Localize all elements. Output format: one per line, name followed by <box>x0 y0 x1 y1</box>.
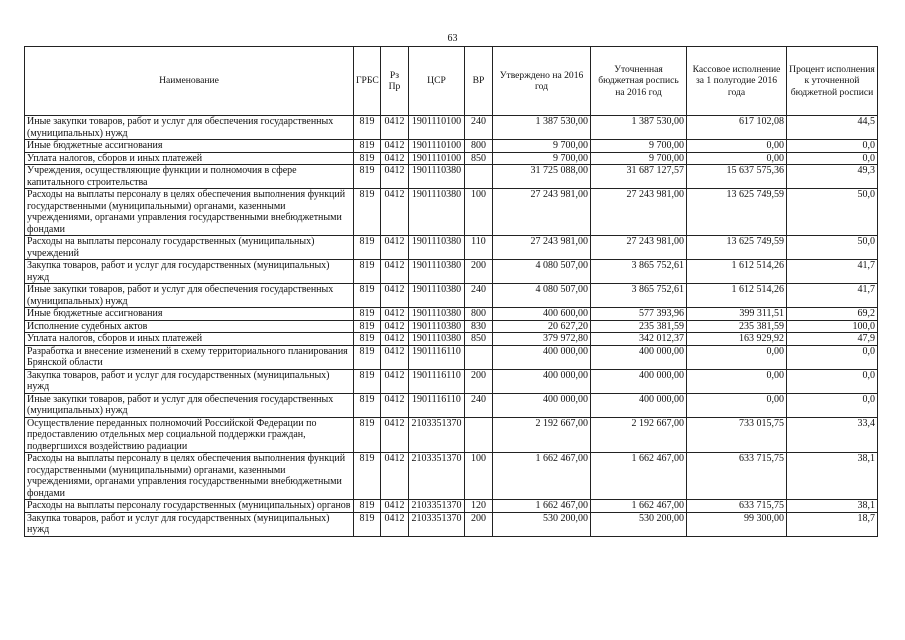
cell-refined: 3 865 752,61 <box>591 284 687 308</box>
cell-rzpr: 0412 <box>381 152 409 165</box>
cell-approved: 9 700,00 <box>493 152 591 165</box>
cell-rzpr: 0412 <box>381 320 409 333</box>
table-row <box>25 189 878 236</box>
cell-grbs: 819 <box>354 189 381 236</box>
cell-cash: 1 612 514,26 <box>687 284 787 308</box>
cell-csr: 1901110380 <box>409 236 465 260</box>
cell-csr: 1901116110 <box>409 369 465 393</box>
cell-rzpr: 0412 <box>381 500 409 513</box>
cell-name: Разработка и внесение изменений в схему территориального планирования Брянской области <box>25 345 354 369</box>
table-row <box>25 260 878 284</box>
cell-rzpr: 0412 <box>381 512 409 536</box>
table-header-row <box>25 47 878 116</box>
cell-rzpr: 0412 <box>381 116 409 140</box>
cell-percent: 100,0 <box>787 320 878 333</box>
cell-rzpr: 0412 <box>381 345 409 369</box>
cell-refined: 577 393,96 <box>591 308 687 321</box>
cell-refined: 400 000,00 <box>591 369 687 393</box>
cell-refined: 342 012,37 <box>591 333 687 346</box>
cell-grbs: 819 <box>354 393 381 417</box>
table-row <box>25 369 878 393</box>
cell-approved: 20 627,20 <box>493 320 591 333</box>
cell-vr <box>465 165 493 189</box>
cell-refined: 400 000,00 <box>591 393 687 417</box>
cell-name: Учреждения, осуществляющие функции и полномочия в сфере капитального строительства <box>25 165 354 189</box>
cell-grbs: 819 <box>354 369 381 393</box>
cell-percent: 69,2 <box>787 308 878 321</box>
header-cash: Кассовое исполнение за 1 полугодие 2016 года <box>687 47 787 116</box>
page-number: 63 <box>447 33 458 44</box>
cell-vr: 200 <box>465 260 493 284</box>
cell-csr: 1901110100 <box>409 140 465 153</box>
budget-execution-table <box>24 46 878 537</box>
cell-approved: 31 725 088,00 <box>493 165 591 189</box>
cell-cash: 1 612 514,26 <box>687 260 787 284</box>
table-row <box>25 236 878 260</box>
cell-approved: 1 662 467,00 <box>493 453 591 500</box>
cell-percent: 49,3 <box>787 165 878 189</box>
cell-approved: 400 600,00 <box>493 308 591 321</box>
cell-grbs: 819 <box>354 260 381 284</box>
cell-percent: 41,7 <box>787 260 878 284</box>
cell-refined: 27 243 981,00 <box>591 236 687 260</box>
cell-csr: 1901110380 <box>409 308 465 321</box>
cell-grbs: 819 <box>354 165 381 189</box>
cell-cash: 235 381,59 <box>687 320 787 333</box>
cell-name: Расходы на выплаты персоналу государственных (муниципальных) органов <box>25 500 354 513</box>
cell-grbs: 819 <box>354 308 381 321</box>
cell-rzpr: 0412 <box>381 369 409 393</box>
cell-cash: 617 102,08 <box>687 116 787 140</box>
header-refined: Уточненная бюджетная роспись на 2016 год <box>591 47 687 116</box>
cell-approved: 27 243 981,00 <box>493 189 591 236</box>
cell-name: Уплата налогов, сборов и иных платежей <box>25 152 354 165</box>
table-row <box>25 165 878 189</box>
cell-rzpr: 0412 <box>381 393 409 417</box>
cell-rzpr: 0412 <box>381 189 409 236</box>
cell-cash: 13 625 749,59 <box>687 236 787 260</box>
cell-cash: 13 625 749,59 <box>687 189 787 236</box>
table-row <box>25 512 878 536</box>
cell-csr: 1901110380 <box>409 284 465 308</box>
cell-rzpr: 0412 <box>381 333 409 346</box>
header-approved: Утверждено на 2016 год <box>493 47 591 116</box>
cell-grbs: 819 <box>354 453 381 500</box>
cell-vr <box>465 417 493 453</box>
cell-name: Расходы на выплаты персоналу в целях обеспечения выполнения функций государственными (муниципальными) органами, казенными учреждениями, органами управления государственными внебюджетными фондами <box>25 453 354 500</box>
cell-name: Расходы на выплаты персоналу государственных (муниципальных) учреждений <box>25 236 354 260</box>
cell-approved: 400 000,00 <box>493 369 591 393</box>
cell-percent: 0,0 <box>787 393 878 417</box>
cell-cash: 733 015,75 <box>687 417 787 453</box>
cell-refined: 1 387 530,00 <box>591 116 687 140</box>
table-row <box>25 333 878 346</box>
cell-refined: 3 865 752,61 <box>591 260 687 284</box>
cell-csr: 1901110380 <box>409 260 465 284</box>
cell-percent: 44,5 <box>787 116 878 140</box>
cell-csr: 1901110100 <box>409 152 465 165</box>
cell-csr: 1901116110 <box>409 345 465 369</box>
cell-vr: 240 <box>465 116 493 140</box>
cell-refined: 2 192 667,00 <box>591 417 687 453</box>
cell-csr: 2103351370 <box>409 500 465 513</box>
cell-grbs: 819 <box>354 345 381 369</box>
cell-grbs: 819 <box>354 140 381 153</box>
table-row <box>25 393 878 417</box>
cell-csr: 2103351370 <box>409 453 465 500</box>
cell-refined: 400 000,00 <box>591 345 687 369</box>
cell-csr: 2103351370 <box>409 512 465 536</box>
cell-approved: 1 662 467,00 <box>493 500 591 513</box>
cell-name: Иные бюджетные ассигнования <box>25 140 354 153</box>
table-row <box>25 284 878 308</box>
cell-approved: 530 200,00 <box>493 512 591 536</box>
cell-csr: 1901116110 <box>409 393 465 417</box>
cell-name: Иные бюджетные ассигнования <box>25 308 354 321</box>
cell-approved: 2 192 667,00 <box>493 417 591 453</box>
cell-cash: 399 311,51 <box>687 308 787 321</box>
cell-name: Закупка товаров, работ и услуг для государственных (муниципальных) нужд <box>25 260 354 284</box>
cell-csr: 1901110100 <box>409 116 465 140</box>
cell-name: Иные закупки товаров, работ и услуг для обеспечения государственных (муниципальных) нужд <box>25 116 354 140</box>
cell-vr: 800 <box>465 308 493 321</box>
cell-approved: 1 387 530,00 <box>493 116 591 140</box>
cell-approved: 379 972,80 <box>493 333 591 346</box>
cell-vr: 800 <box>465 140 493 153</box>
cell-cash: 633 715,75 <box>687 500 787 513</box>
cell-percent: 33,4 <box>787 417 878 453</box>
table-row <box>25 320 878 333</box>
cell-cash: 633 715,75 <box>687 453 787 500</box>
cell-percent: 38,1 <box>787 453 878 500</box>
cell-percent: 50,0 <box>787 236 878 260</box>
cell-cash: 0,00 <box>687 393 787 417</box>
table-row <box>25 152 878 165</box>
cell-rzpr: 0412 <box>381 308 409 321</box>
cell-csr: 1901110380 <box>409 333 465 346</box>
cell-grbs: 819 <box>354 500 381 513</box>
table-row <box>25 345 878 369</box>
cell-cash: 0,00 <box>687 369 787 393</box>
cell-csr: 1901110380 <box>409 165 465 189</box>
cell-name: Осуществление переданных полномочий Российской Федерации по предоставлению отдельных мер социальной поддержки граждан, подвергшихся воздействию радиации <box>25 417 354 453</box>
cell-cash: 15 637 575,36 <box>687 165 787 189</box>
cell-grbs: 819 <box>354 417 381 453</box>
cell-approved: 4 080 507,00 <box>493 284 591 308</box>
cell-cash: 99 300,00 <box>687 512 787 536</box>
header-csr: ЦСР <box>409 47 465 116</box>
cell-name: Исполнение судебных актов <box>25 320 354 333</box>
cell-cash: 0,00 <box>687 152 787 165</box>
cell-percent: 38,1 <box>787 500 878 513</box>
cell-csr: 1901110380 <box>409 320 465 333</box>
cell-name: Иные закупки товаров, работ и услуг для обеспечения государственных (муниципальных) нужд <box>25 284 354 308</box>
cell-vr: 240 <box>465 393 493 417</box>
cell-vr: 110 <box>465 236 493 260</box>
cell-vr: 120 <box>465 500 493 513</box>
table-row <box>25 417 878 453</box>
cell-percent: 0,0 <box>787 345 878 369</box>
cell-rzpr: 0412 <box>381 453 409 500</box>
cell-name: Расходы на выплаты персоналу в целях обеспечения выполнения функций государственными (муниципальными) органами, казенными учреждениями, органами управления государственными внебюджетными фондами <box>25 189 354 236</box>
cell-refined: 530 200,00 <box>591 512 687 536</box>
cell-refined: 235 381,59 <box>591 320 687 333</box>
cell-name: Закупка товаров, работ и услуг для государственных (муниципальных) нужд <box>25 369 354 393</box>
cell-name: Иные закупки товаров, работ и услуг для обеспечения государственных (муниципальных) нужд <box>25 393 354 417</box>
cell-refined: 1 662 467,00 <box>591 453 687 500</box>
cell-vr: 850 <box>465 333 493 346</box>
cell-percent: 41,7 <box>787 284 878 308</box>
cell-refined: 9 700,00 <box>591 152 687 165</box>
cell-rzpr: 0412 <box>381 165 409 189</box>
cell-percent: 47,9 <box>787 333 878 346</box>
cell-vr: 240 <box>465 284 493 308</box>
cell-grbs: 819 <box>354 284 381 308</box>
cell-refined: 1 662 467,00 <box>591 500 687 513</box>
cell-refined: 31 687 127,57 <box>591 165 687 189</box>
cell-percent: 0,0 <box>787 152 878 165</box>
cell-percent: 0,0 <box>787 140 878 153</box>
cell-grbs: 819 <box>354 152 381 165</box>
cell-rzpr: 0412 <box>381 140 409 153</box>
cell-grbs: 819 <box>354 333 381 346</box>
table-row <box>25 116 878 140</box>
cell-rzpr: 0412 <box>381 284 409 308</box>
cell-csr: 1901110380 <box>409 189 465 236</box>
cell-cash: 163 929,92 <box>687 333 787 346</box>
cell-approved: 400 000,00 <box>493 345 591 369</box>
table-row <box>25 308 878 321</box>
table-row <box>25 500 878 513</box>
cell-rzpr: 0412 <box>381 260 409 284</box>
cell-grbs: 819 <box>354 320 381 333</box>
cell-percent: 18,7 <box>787 512 878 536</box>
cell-approved: 400 000,00 <box>493 393 591 417</box>
cell-vr: 100 <box>465 453 493 500</box>
cell-rzpr: 0412 <box>381 236 409 260</box>
cell-refined: 9 700,00 <box>591 140 687 153</box>
cell-approved: 27 243 981,00 <box>493 236 591 260</box>
cell-vr: 200 <box>465 369 493 393</box>
cell-grbs: 819 <box>354 512 381 536</box>
cell-vr <box>465 345 493 369</box>
cell-vr: 850 <box>465 152 493 165</box>
cell-percent: 0,0 <box>787 369 878 393</box>
header-grbs: ГРБС <box>354 47 381 116</box>
cell-grbs: 819 <box>354 236 381 260</box>
cell-vr: 830 <box>465 320 493 333</box>
table-row <box>25 453 878 500</box>
cell-percent: 50,0 <box>787 189 878 236</box>
cell-vr: 200 <box>465 512 493 536</box>
cell-grbs: 819 <box>354 116 381 140</box>
cell-csr: 2103351370 <box>409 417 465 453</box>
cell-refined: 27 243 981,00 <box>591 189 687 236</box>
cell-approved: 4 080 507,00 <box>493 260 591 284</box>
header-name: Наименование <box>25 47 354 116</box>
cell-cash: 0,00 <box>687 345 787 369</box>
cell-cash: 0,00 <box>687 140 787 153</box>
cell-approved: 9 700,00 <box>493 140 591 153</box>
cell-rzpr: 0412 <box>381 417 409 453</box>
header-rzpr: Рз Пр <box>381 47 409 116</box>
table-row <box>25 140 878 153</box>
header-vr: ВР <box>465 47 493 116</box>
cell-vr: 100 <box>465 189 493 236</box>
header-percent: Процент исполнения к уточненной бюджетной росписи <box>787 47 878 116</box>
cell-name: Уплата налогов, сборов и иных платежей <box>25 333 354 346</box>
cell-name: Закупка товаров, работ и услуг для государственных (муниципальных) нужд <box>25 512 354 536</box>
